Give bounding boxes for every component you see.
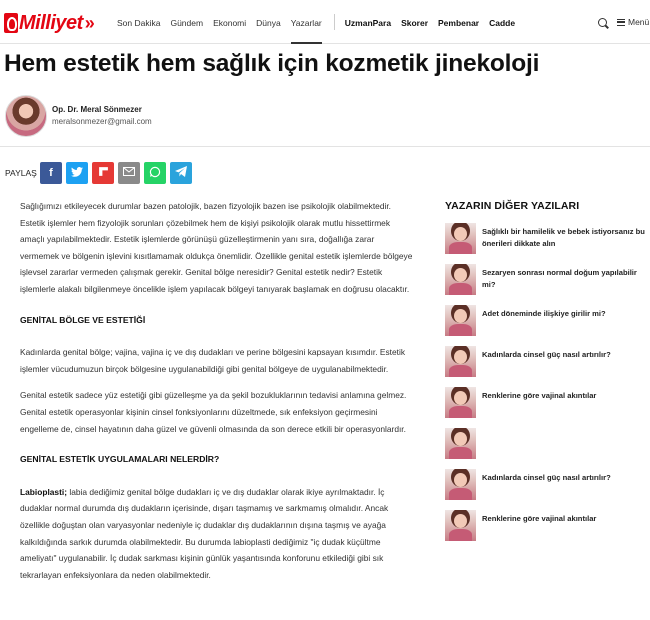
nav-gundem[interactable]: Gündem xyxy=(170,18,204,28)
author-name[interactable]: Op. Dr. Meral Sönmezer xyxy=(52,105,142,114)
paragraph-text: labia dediğimiz genital bölge dudakları iç ve dış dudaklar olarak ikiye ayrılmaktadır. İç dudaklar normal durumda dış dudakların içerisinde, dışarı taşmamış ve sarkmamış olmalıdır. Ancak özellikle doğuştan olan varyasyonlar nedeniyle iç dudaklar dış dudaklarının dışına taşmış ve ayağa kalkıldığında sarkık durumda olabilmektedir. Bu durumda labioplasti dediğimiz "iç dudak küçültme ameliyatı" uygulanabilir. İç dudak sarkması kişinin günlük yaşantısında konforunu etkilediği gibi sık tekrarlayan enfeksiyonlara da neden olabilmektedir. xyxy=(20,486,389,580)
flipboard-share-button[interactable] xyxy=(92,162,114,184)
bold-term: Labioplasti; xyxy=(20,486,67,497)
article-thumbnail[interactable] xyxy=(445,428,476,459)
sidebar-article-title[interactable]: Sağlıklı bir hamilelik ve bebek istiyorsanız bu önerileri dikkate alın xyxy=(482,227,645,248)
sidebar-article-item[interactable] xyxy=(445,264,650,305)
sidebar-article-list xyxy=(445,223,650,551)
top-navigation-bar xyxy=(0,0,650,44)
share-label: PAYLAŞ xyxy=(5,168,37,178)
milliyet-logo[interactable] xyxy=(4,10,91,36)
article-thumbnail[interactable] xyxy=(445,264,476,295)
author-email: meralsonmezer@gmail.com xyxy=(52,117,152,126)
envelope-icon xyxy=(123,167,135,179)
article-title: Hem estetik hem sağlık için kozmetik jinekoloji xyxy=(4,50,540,77)
nav-ekonomi[interactable]: Ekonomi xyxy=(213,18,247,28)
sidebar-article-title[interactable]: Kadınlarda cinsel güç nasıl artırılır? xyxy=(482,473,611,482)
whatsapp-share-button[interactable] xyxy=(144,162,166,184)
sidebar-article-item[interactable] xyxy=(445,346,650,387)
sidebar-title: YAZARIN DİĞER YAZILARI xyxy=(445,200,580,212)
nav-uzmanpara[interactable]: UzmanPara xyxy=(344,18,392,28)
telegram-share-button[interactable] xyxy=(170,162,192,184)
nav-separator xyxy=(334,14,335,30)
sidebar-article-title[interactable]: Renklerine göre vajinal akıntılar xyxy=(482,514,597,523)
twitter-icon xyxy=(71,167,83,180)
twitter-share-button[interactable] xyxy=(66,162,88,184)
article-paragraph xyxy=(20,484,415,584)
sidebar-article-title[interactable]: Sezaryen sonrası normal doğum yapılabilir mi? xyxy=(482,268,637,289)
hamburger-menu-icon xyxy=(617,19,625,26)
section-heading: GENİTAL ESTETİK UYGULAMALARI NELERDİR? xyxy=(20,454,220,465)
sidebar-article-title[interactable]: Renklerine göre vajinal akıntılar xyxy=(482,391,597,400)
sidebar-article-item[interactable] xyxy=(445,510,650,551)
main-nav xyxy=(117,0,525,44)
sidebar-article-item[interactable] xyxy=(445,387,650,428)
sidebar-article-item[interactable] xyxy=(445,428,650,469)
nav-yazarlar[interactable]: Yazarlar xyxy=(291,0,322,44)
article-paragraph: Kadınlarda genital bölge; vajina, vajina iç ve dış dudakları ve perine bölgesini kapsayan kısımdır. Estetik işlemler vücudumuzun birçok bölgesine uygulanabildiği gibi genital bölgeye de uygulanabilmektedir. xyxy=(20,347,406,374)
article-thumbnail[interactable] xyxy=(445,346,476,377)
article-thumbnail[interactable] xyxy=(445,305,476,336)
article-thumbnail[interactable] xyxy=(445,510,476,541)
search-icon[interactable] xyxy=(598,18,607,27)
whatsapp-icon xyxy=(149,166,161,181)
article-paragraph: Sağlığımızı etkileyecek durumlar bazen patolojik, bazen fizyolojik bazen ise psikolojik olabilmektedir. Estetik işlemler hem fizyolojik sorunları çözebilmek hem de kişiyi psikolojik olarak mutlu hissettirmek amaçlı yapılabilmektedir. Estetik işlemlerde görünüşü güzelleştirmenin yanı sıra, doğallığa zarar vermemek ve bölgenin işlevini kısıtlamamak oldukça önemlidir. Özellikle genital estetik işlemlerde bölgeye işlevsel zararlar vermeden çalışmak gerekir. Genital bölge neresidir? Genital estetik nedir? Estetik işlemlerle alakalı bilgilenmeye öncelikle işlem yapılacak bölgeyi tanıyarak başlamak en doğrusu olacaktır. xyxy=(20,201,413,294)
nav-dunya[interactable]: Dünya xyxy=(256,18,281,28)
sidebar-article-item[interactable] xyxy=(445,305,650,346)
share-buttons xyxy=(40,162,196,184)
nav-pembenar[interactable]: Pembenar xyxy=(438,18,480,28)
sidebar-article-title[interactable]: Kadınlarda cinsel güç nasıl artırılır? xyxy=(482,350,611,359)
sidebar-article-item[interactable] xyxy=(445,223,650,264)
sidebar-article-title[interactable]: Adet döneminde ilişkiye girilir mi? xyxy=(482,309,606,318)
author-divider xyxy=(0,146,650,147)
author-avatar[interactable] xyxy=(5,95,47,137)
sidebar-article-item[interactable] xyxy=(445,469,650,510)
article-body xyxy=(20,198,415,593)
email-share-button[interactable] xyxy=(118,162,140,184)
facebook-share-button[interactable] xyxy=(40,162,62,184)
article-thumbnail[interactable] xyxy=(445,223,476,254)
section-heading: GENİTAL BÖLGE VE ESTETİĞİ xyxy=(20,314,146,325)
menu-button[interactable] xyxy=(617,17,649,27)
nav-son-dakika[interactable]: Son Dakika xyxy=(117,18,161,28)
flipboard-icon xyxy=(98,166,109,180)
nav-skorer[interactable]: Skorer xyxy=(401,18,429,28)
facebook-icon: f xyxy=(49,167,53,179)
menu-label: Menü xyxy=(628,17,650,27)
article-thumbnail[interactable] xyxy=(445,387,476,418)
article-paragraph: Genital estetik sadece yüz estetiği gibi güzelleşme ya da şekil bozukluklarının tedavisi anlamına gelmez. Genital estetik operasyonlar kişinin cinsel fonksiyonlarını düzeltmede, sık enfeksiyon geçirmesini engelleme de, cinsel hayatının daha güzel ve güvenli olmasında da son derece etkili bir operasyonlardır. xyxy=(20,390,407,434)
article-thumbnail[interactable] xyxy=(445,469,476,500)
nav-cadde[interactable]: Cadde xyxy=(489,18,516,28)
telegram-icon xyxy=(175,166,187,180)
logo-arrows: » xyxy=(84,12,91,33)
milliyet-logo-badge xyxy=(4,13,18,33)
logo-text: Milliyet xyxy=(19,11,83,34)
